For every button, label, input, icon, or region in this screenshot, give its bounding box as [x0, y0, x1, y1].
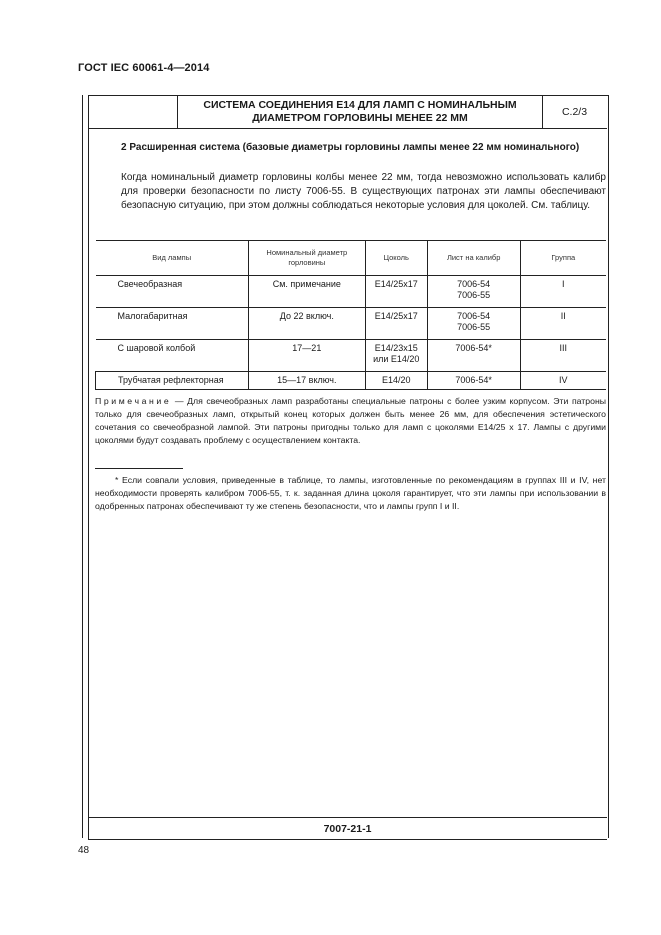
table-header-row — [96, 241, 607, 276]
lamp-table — [95, 240, 606, 390]
sheet-title-line2: ДИАМЕТРОМ ГОРЛОВИНЫ МЕНЕЕ 22 ММ — [252, 111, 468, 124]
note-text: — Для свечеобразных ламп разработаны специальные патроны с более узким корпусом. Эти патроны только для свечеобразных ламп, открытый конец которых должен быть менее 26 мм, для обеспечения эстетического сочетания со свечеобразной лампой. Эти патроны пригодны только для ламп с цоколями E14/25 x 17. Лампы с другими цоколями будут создавать проблему с осуществлением контакта. — [95, 396, 606, 445]
cell-group: III — [520, 340, 606, 372]
table-row — [96, 340, 607, 372]
cell-cap: E14/25x17 — [365, 308, 427, 340]
cell-gauge: 7006-54* — [427, 340, 520, 372]
cell-lamp-type: Малогабаритная — [96, 308, 249, 340]
header-lamp-type: Вид лампы — [96, 241, 249, 276]
cell-cap: E14/20 — [365, 372, 427, 390]
sheet-title-line1: СИСТЕМА СОЕДИНЕНИЯ E14 ДЛЯ ЛАМП С НОМИНАЛЬНЫМ — [203, 98, 517, 111]
cell-diameter: 17—21 — [248, 340, 365, 372]
cell-gauge: 7006-54 7006-55 — [427, 276, 520, 308]
cell-diameter: См. примечание — [248, 276, 365, 308]
note-label: Примечание — [95, 396, 172, 406]
table-row — [96, 308, 607, 340]
cell-cap: E14/25x17 — [365, 276, 427, 308]
header-diameter: Номинальный диаметр горловины — [248, 241, 365, 276]
table-note — [95, 395, 606, 447]
header-cap: Цоколь — [365, 241, 427, 276]
table-row — [96, 372, 607, 390]
header-gauge-sheet: Лист на калибр — [427, 241, 520, 276]
header-left-cell — [88, 95, 177, 129]
cell-group: I — [520, 276, 606, 308]
sheet-title — [177, 95, 543, 129]
cell-diameter: До 22 включ. — [248, 308, 365, 340]
sheet-number: 7007-21-1 — [88, 817, 607, 840]
cell-gauge: 7006-54 7006-55 — [427, 308, 520, 340]
section-title: 2 Расширенная система (базовые диаметры горловины лампы менее 22 мм номинального) — [121, 142, 580, 153]
sheet-code: С.2/3 — [542, 95, 607, 129]
cell-cap: E14/23x15 или E14/20 — [365, 340, 427, 372]
header-group: Группа — [520, 241, 606, 276]
cell-lamp-type: Свечеобразная — [96, 276, 249, 308]
section-paragraph: Когда номинальный диаметр горловины колбы менее 22 мм, тогда невозможно использовать калибр для проверки безопасности по листу 7006-55. В существующих патронах эти лампы обеспечивают безопасную ситуацию, при этом должны соблюдаться некоторые условия для цоколей. См. таблицу. — [121, 172, 606, 211]
standard-code: ГОСТ IEC 60061-4—2014 — [78, 62, 210, 74]
table-row — [96, 276, 607, 308]
footnote: * Если совпали условия, приведенные в таблице, то лампы, изготовленные по рекомендациям в группах III и IV, нет необходимости проверять калибром 7006-55, т. к. заданная длина цоколя гарантирует, что эти лампы при использовании в одобренных патронах обеспечивают ту же степень безопасности, что и лампы групп I и II. — [95, 475, 606, 511]
footnote-divider — [95, 468, 183, 469]
cell-group: IV — [520, 372, 606, 390]
cell-gauge: 7006-54* — [427, 372, 520, 390]
cell-lamp-type: С шаровой колбой — [96, 340, 249, 372]
cell-group: II — [520, 308, 606, 340]
cell-lamp-type: Трубчатая рефлекторная — [96, 372, 249, 390]
page-number: 48 — [78, 845, 90, 856]
cell-diameter: 15—17 включ. — [248, 372, 365, 390]
